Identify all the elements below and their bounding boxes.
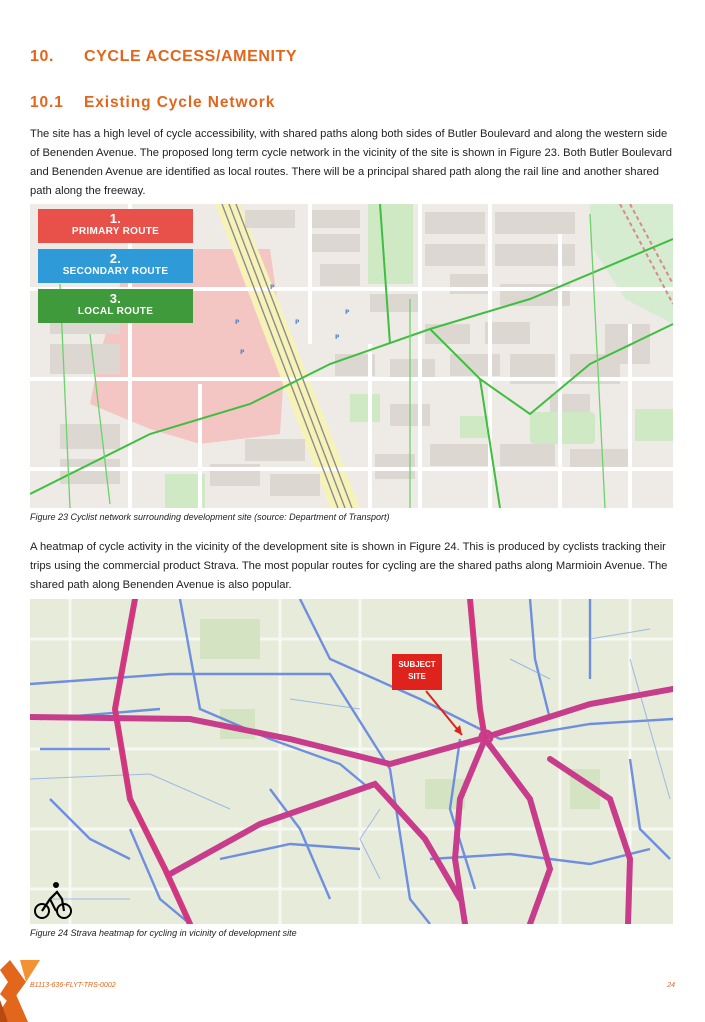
legend-local-label: LOCAL ROUTE (77, 306, 154, 317)
paragraph-heatmap: A heatmap of cycle activity in the vicinity of the development site is shown in Figure 24. This is produced by cyclists tracking their trips using the commercial product Strava. The most popular routes for cycling are the shared paths along Marmioin Avenue. The shared path along Benenden Avenue is also popular. (30, 541, 668, 591)
legend-secondary-number: 2. (109, 251, 122, 266)
legend-primary-route (38, 209, 193, 243)
legend-secondary-route (38, 249, 193, 283)
page-number: 24 (667, 982, 675, 989)
svg-text:P: P (335, 334, 340, 341)
legend-primary-number: 1. (109, 211, 122, 226)
svg-text:P: P (235, 319, 240, 326)
subsection-number: 10.1 (30, 94, 64, 111)
subject-site-line2: SITE (408, 672, 426, 681)
legend-primary-label: PRIMARY ROUTE (71, 226, 160, 237)
figure-23-caption: Figure 23 Cyclist network surrounding development site (source: Department of Transport) (30, 512, 390, 522)
strava-heatmap (30, 599, 673, 924)
section-number: 10. (30, 48, 55, 65)
legend-local-route (38, 289, 193, 323)
subsection-heading (30, 94, 275, 112)
figure-24-heatmap (30, 599, 673, 924)
section-heading (30, 48, 297, 66)
subject-site-line1: SUBJECT (398, 660, 436, 669)
svg-text:P: P (240, 349, 245, 356)
figure-24-caption: Figure 24 Strava heatmap for cycling in vicinity of development site (30, 928, 297, 938)
section-title: CYCLE ACCESS/AMENITY (84, 48, 298, 65)
svg-text:P: P (295, 319, 300, 326)
svg-text:P: P (270, 284, 275, 291)
document-reference: B1113-636-FLYT-TRS-0002 (30, 982, 116, 989)
legend-secondary-label: SECONDARY ROUTE (62, 266, 169, 277)
legend-local-number: 3. (109, 291, 122, 306)
paragraph-cycle-accessibility: The site has a high level of cycle accessibility, with shared paths along both sides of Butler Boulevard and along the western side of Benenden Avenue. The proposed long term cycle network in the vicinity of the site is shown in Figure 23. Both Butler Boulevard and Benenden Avenue are identified as local routes. There will be a principal shared path along the rail line and another shared path along the freeway. (30, 128, 672, 197)
svg-text:P: P (345, 309, 350, 316)
company-logo (0, 960, 40, 1022)
subject-site-label (392, 654, 442, 690)
subsection-title: Existing Cycle Network (84, 94, 276, 111)
figure-23-map (30, 204, 673, 508)
